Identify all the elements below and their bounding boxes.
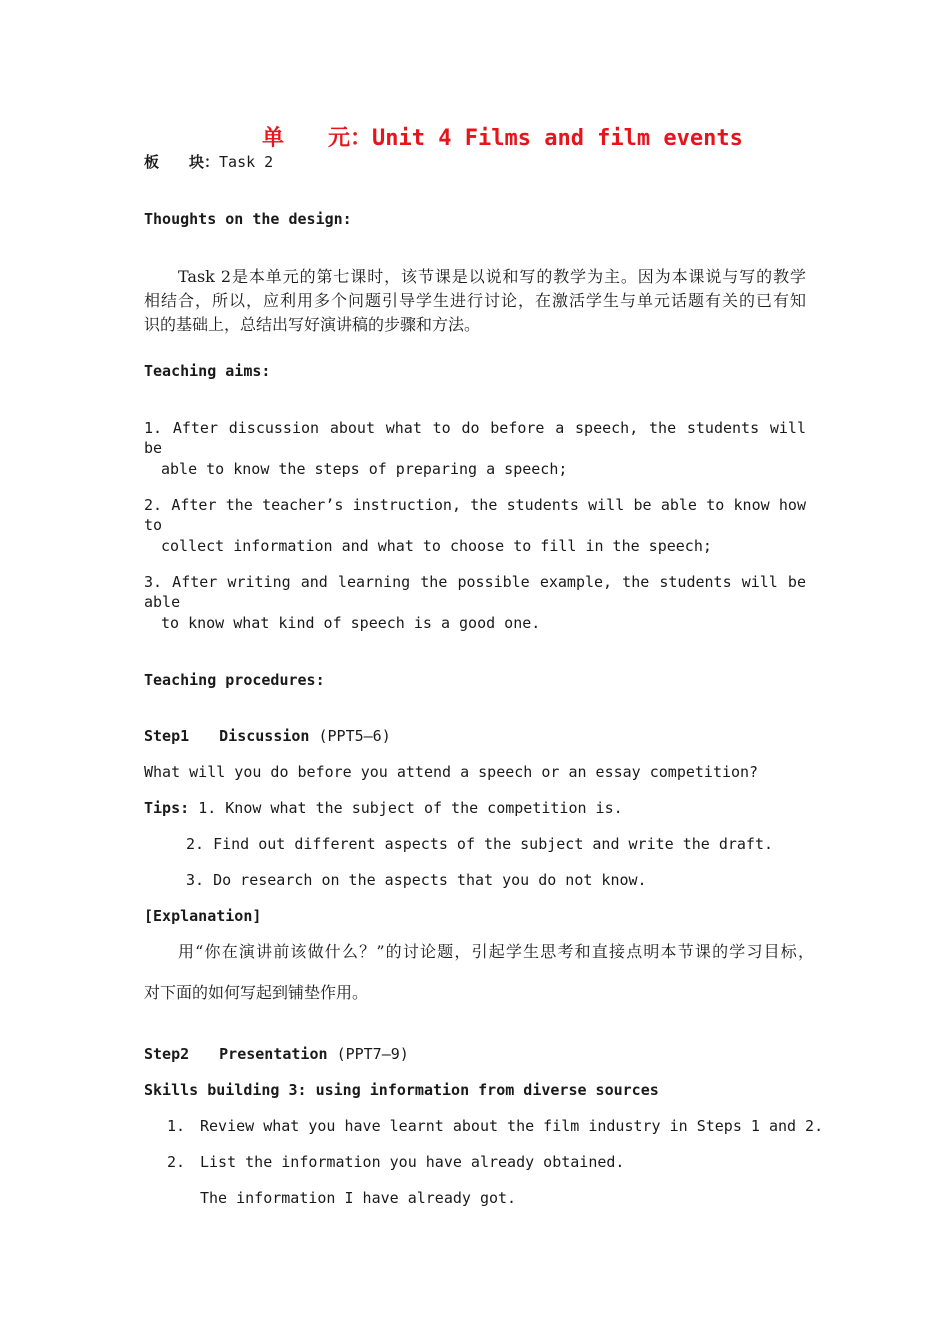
step2-subline: The information I have already got. [200, 1189, 517, 1207]
step2-item-2-text: List the information you have already obtained. [200, 1153, 625, 1171]
step1-heading [144, 726, 391, 746]
design-heading: Thoughts on the design: [144, 210, 352, 228]
design-line-2: 相结合，所以，应利用多个问题引导学生进行讨论，在激活学生与单元话题有关的已有知 [144, 291, 806, 310]
explanation-line-1: 用“你在演讲前该做什么？”的讨论题，引起学生思考和直接点明本节课的学习目标， [178, 942, 814, 961]
aim-2-line-2: collect information and what to choose to fill in the speech; [161, 537, 712, 555]
module-line [144, 152, 273, 172]
step1-question: What will you do before you attend a speech or an essay competition? [144, 763, 759, 781]
design-line-1: Task 2是本单元的第七课时，该节课是以说和写的教学为主。因为本课说与写的教学 [178, 267, 806, 286]
skills-heading: Skills building 3: using information from diverse sources [144, 1081, 659, 1099]
step1-label: Step1 [144, 727, 190, 745]
title-prefix: 单 元： [262, 125, 373, 151]
aim-1-line-1: 1. After discussion about what to do before a speech, the students will be [144, 419, 806, 457]
aim-3-line-2: to know what kind of speech is a good one. [161, 614, 541, 632]
module-value: Task 2 [219, 153, 274, 171]
tips-line-1 [144, 798, 623, 818]
aim-2-line-1: 2. After the teacher’s instruction, the students will be able to know how to [144, 496, 806, 534]
step2-name: Presentation [219, 1045, 328, 1063]
tip-1: 1. Know what the subject of the competition is. [198, 799, 623, 817]
aim-3-line-1: 3. After writing and learning the possible example, the students will be able [144, 573, 806, 611]
tip-3: 3. Do research on the aspects that you do not know. [186, 871, 647, 889]
procedures-heading: Teaching procedures: [144, 671, 325, 689]
module-label: 板 块： [144, 153, 220, 171]
step2-item-1-num: 1. [167, 1117, 186, 1135]
step2-heading [144, 1044, 409, 1064]
tip-2: 2. Find out different aspects of the subject and write the draft. [186, 835, 773, 853]
step2-item-2-num: 2. [167, 1153, 186, 1171]
explanation-label: [Explanation] [144, 907, 262, 925]
design-line-3: 识的基础上，总结出写好演讲稿的步骤和方法。 [144, 315, 481, 334]
aim-1-line-2: able to know the steps of preparing a speech; [161, 460, 568, 478]
explanation-line-2: 对下面的如何写起到铺垫作用。 [144, 983, 369, 1002]
step2-label: Step2 [144, 1045, 190, 1063]
title-text: Unit 4 Films and film events [372, 126, 743, 151]
page-title [262, 124, 743, 153]
step1-ppt: (PPT5—6) [318, 727, 391, 745]
step2-item-1-text: Review what you have learnt about the film industry in Steps 1 and 2. [200, 1117, 824, 1135]
tips-label: Tips: [144, 799, 190, 817]
step1-name: Discussion [219, 727, 310, 745]
step2-ppt: (PPT7—9) [336, 1045, 409, 1063]
aims-heading: Teaching aims: [144, 362, 271, 380]
